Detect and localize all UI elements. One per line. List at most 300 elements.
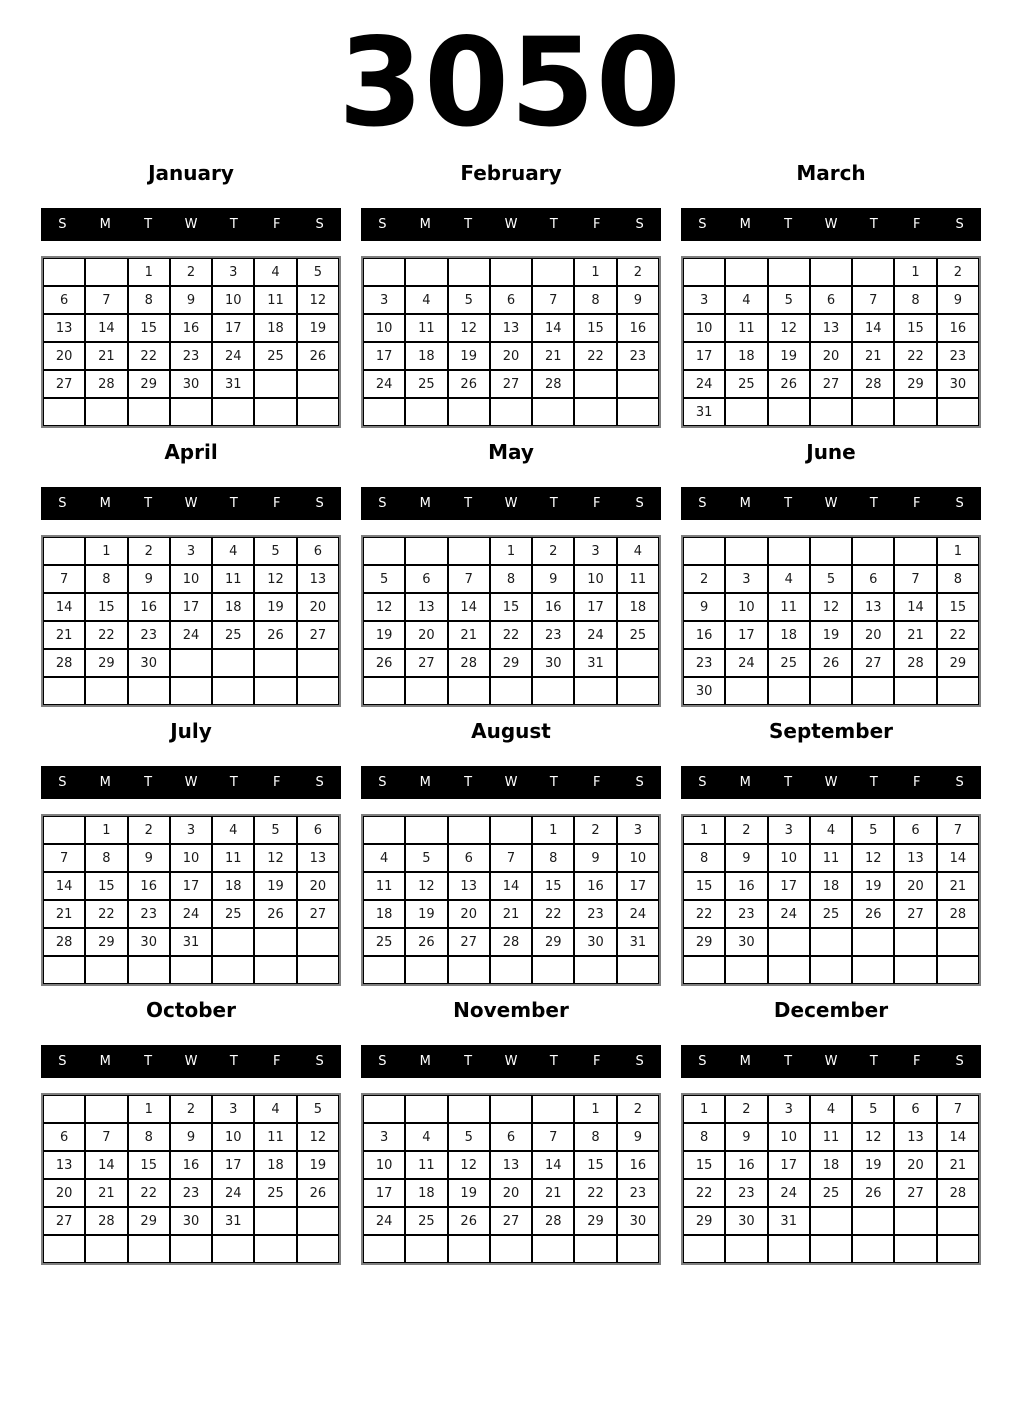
empty-day-cell xyxy=(43,537,85,565)
day-cell: 25 xyxy=(405,370,447,398)
day-cell: 29 xyxy=(490,649,532,677)
day-cell: 2 xyxy=(170,258,212,286)
day-cell: 11 xyxy=(768,593,810,621)
day-cell: 23 xyxy=(937,342,979,370)
weekday-label: T xyxy=(144,775,153,790)
day-cell: 26 xyxy=(297,342,339,370)
day-cell: 10 xyxy=(212,286,254,314)
day-cell: 22 xyxy=(894,342,936,370)
empty-day-cell xyxy=(297,1235,339,1263)
day-cell: 8 xyxy=(683,1123,725,1151)
day-cell: 14 xyxy=(43,872,85,900)
weekday-label: S xyxy=(378,775,387,790)
day-cell: 9 xyxy=(937,286,979,314)
day-cell: 10 xyxy=(212,1123,254,1151)
day-cell: 4 xyxy=(254,258,296,286)
empty-day-cell xyxy=(725,677,767,705)
weekday-label: T xyxy=(869,775,878,790)
weekday-label: W xyxy=(824,217,838,232)
empty-day-cell xyxy=(297,398,339,426)
day-cell: 29 xyxy=(128,1207,170,1235)
day-cell: 3 xyxy=(725,565,767,593)
empty-day-cell xyxy=(617,1235,659,1263)
empty-day-cell xyxy=(683,1235,725,1263)
empty-day-cell xyxy=(297,956,339,984)
day-cell: 25 xyxy=(725,370,767,398)
day-cell: 10 xyxy=(363,314,405,342)
empty-day-cell xyxy=(43,677,85,705)
weekday-label: W xyxy=(504,1054,518,1069)
day-cell: 9 xyxy=(725,844,767,872)
month-calendar xyxy=(41,431,341,707)
empty-day-cell xyxy=(297,649,339,677)
day-cell: 1 xyxy=(490,537,532,565)
day-cell: 21 xyxy=(85,1179,127,1207)
day-cell: 9 xyxy=(170,286,212,314)
day-cell: 11 xyxy=(405,1151,447,1179)
weekday-label: T xyxy=(229,775,238,790)
empty-day-cell xyxy=(894,677,936,705)
day-cell: 14 xyxy=(894,593,936,621)
day-cell: 16 xyxy=(170,1151,212,1179)
weekday-label: S xyxy=(58,217,67,232)
day-cell: 26 xyxy=(768,370,810,398)
empty-day-cell xyxy=(405,258,447,286)
day-cell: 18 xyxy=(810,1151,852,1179)
day-cell: 25 xyxy=(212,900,254,928)
day-cell: 19 xyxy=(810,621,852,649)
day-cell: 25 xyxy=(212,621,254,649)
day-cell: 13 xyxy=(894,1123,936,1151)
day-cell: 1 xyxy=(532,816,574,844)
empty-day-cell xyxy=(490,1235,532,1263)
day-cell: 19 xyxy=(297,314,339,342)
month-day-grid xyxy=(41,814,341,986)
day-cell: 18 xyxy=(363,900,405,928)
month-title: July xyxy=(170,719,212,743)
day-cell: 17 xyxy=(363,342,405,370)
month-calendar xyxy=(361,989,661,1265)
day-cell: 26 xyxy=(363,649,405,677)
month-title: August xyxy=(471,719,551,743)
day-cell: 8 xyxy=(574,286,616,314)
day-cell: 9 xyxy=(170,1123,212,1151)
day-cell: 12 xyxy=(254,565,296,593)
day-cell: 4 xyxy=(810,1095,852,1123)
empty-day-cell xyxy=(254,1207,296,1235)
day-cell: 15 xyxy=(574,314,616,342)
day-cell: 22 xyxy=(574,1179,616,1207)
day-cell: 3 xyxy=(363,1123,405,1151)
day-cell: 23 xyxy=(617,1179,659,1207)
day-cell: 13 xyxy=(43,314,85,342)
weekday-label: T xyxy=(549,496,558,511)
day-cell: 27 xyxy=(43,370,85,398)
empty-day-cell xyxy=(574,370,616,398)
day-cell: 16 xyxy=(617,1151,659,1179)
month-title: October xyxy=(146,998,236,1022)
day-cell: 26 xyxy=(852,900,894,928)
empty-day-cell xyxy=(405,816,447,844)
empty-day-cell xyxy=(532,258,574,286)
day-cell: 5 xyxy=(297,1095,339,1123)
weekday-label: T xyxy=(464,217,473,232)
day-cell: 23 xyxy=(725,900,767,928)
day-cell: 16 xyxy=(937,314,979,342)
day-cell: 18 xyxy=(725,342,767,370)
weekday-header-row xyxy=(41,766,341,799)
day-cell: 28 xyxy=(490,928,532,956)
empty-day-cell xyxy=(448,1095,490,1123)
day-cell: 10 xyxy=(617,844,659,872)
day-cell: 14 xyxy=(43,593,85,621)
day-cell: 1 xyxy=(683,1095,725,1123)
day-cell: 15 xyxy=(85,593,127,621)
weekday-label: M xyxy=(99,775,111,790)
day-cell: 21 xyxy=(894,621,936,649)
day-cell: 30 xyxy=(574,928,616,956)
day-cell: 5 xyxy=(810,565,852,593)
empty-day-cell xyxy=(297,677,339,705)
month-calendar xyxy=(681,152,981,428)
empty-day-cell xyxy=(937,956,979,984)
day-cell: 5 xyxy=(297,258,339,286)
weekday-label: T xyxy=(549,775,558,790)
day-cell: 11 xyxy=(725,314,767,342)
day-cell: 19 xyxy=(852,1151,894,1179)
weekday-label: S xyxy=(698,775,707,790)
day-cell: 6 xyxy=(297,816,339,844)
weekday-label: S xyxy=(378,217,387,232)
day-cell: 30 xyxy=(725,928,767,956)
empty-day-cell xyxy=(937,1235,979,1263)
weekday-label: S xyxy=(635,1054,644,1069)
empty-day-cell xyxy=(490,677,532,705)
day-cell: 29 xyxy=(85,649,127,677)
day-cell: 16 xyxy=(574,872,616,900)
weekday-label: S xyxy=(315,1054,324,1069)
weekday-label: T xyxy=(229,217,238,232)
day-cell: 11 xyxy=(810,844,852,872)
weekday-label: T xyxy=(869,496,878,511)
day-cell: 9 xyxy=(128,565,170,593)
day-cell: 10 xyxy=(768,844,810,872)
day-cell: 10 xyxy=(768,1123,810,1151)
day-cell: 22 xyxy=(532,900,574,928)
empty-day-cell xyxy=(448,956,490,984)
weekday-label: W xyxy=(184,496,198,511)
day-cell: 3 xyxy=(212,258,254,286)
day-cell: 14 xyxy=(448,593,490,621)
day-cell: 29 xyxy=(574,1207,616,1235)
day-cell: 25 xyxy=(363,928,405,956)
empty-day-cell xyxy=(768,677,810,705)
day-cell: 14 xyxy=(937,844,979,872)
day-cell: 30 xyxy=(937,370,979,398)
weekday-label: F xyxy=(912,496,921,511)
day-cell: 28 xyxy=(937,900,979,928)
day-cell: 1 xyxy=(574,258,616,286)
weekday-header-row xyxy=(361,487,661,520)
weekday-label: M xyxy=(739,775,751,790)
empty-day-cell xyxy=(683,258,725,286)
empty-day-cell xyxy=(852,928,894,956)
day-cell: 30 xyxy=(128,928,170,956)
day-cell: 27 xyxy=(810,370,852,398)
weekday-header-row xyxy=(681,766,981,799)
empty-day-cell xyxy=(725,956,767,984)
day-cell: 25 xyxy=(254,1179,296,1207)
day-cell: 8 xyxy=(490,565,532,593)
day-cell: 16 xyxy=(725,1151,767,1179)
empty-day-cell xyxy=(810,537,852,565)
day-cell: 29 xyxy=(894,370,936,398)
weekday-label: S xyxy=(378,1054,387,1069)
day-cell: 1 xyxy=(128,1095,170,1123)
empty-day-cell xyxy=(297,370,339,398)
day-cell: 7 xyxy=(532,286,574,314)
empty-day-cell xyxy=(490,816,532,844)
empty-day-cell xyxy=(254,398,296,426)
weekday-label: S xyxy=(58,1054,67,1069)
month-title: December xyxy=(773,998,889,1022)
day-cell: 26 xyxy=(254,621,296,649)
empty-day-cell xyxy=(405,537,447,565)
day-cell: 4 xyxy=(363,844,405,872)
day-cell: 17 xyxy=(170,593,212,621)
day-cell: 8 xyxy=(574,1123,616,1151)
day-cell: 16 xyxy=(532,593,574,621)
weekday-label: S xyxy=(955,217,964,232)
day-cell: 14 xyxy=(852,314,894,342)
day-cell: 30 xyxy=(532,649,574,677)
day-cell: 2 xyxy=(725,816,767,844)
weekday-label: T xyxy=(784,217,793,232)
weekday-label: M xyxy=(419,217,431,232)
day-cell: 22 xyxy=(937,621,979,649)
day-cell: 30 xyxy=(128,649,170,677)
day-cell: 19 xyxy=(768,342,810,370)
weekday-header-row xyxy=(361,766,661,799)
empty-day-cell xyxy=(894,537,936,565)
month-day-grid xyxy=(361,535,661,707)
weekday-label: T xyxy=(784,775,793,790)
day-cell: 20 xyxy=(894,872,936,900)
day-cell: 12 xyxy=(405,872,447,900)
empty-day-cell xyxy=(532,956,574,984)
day-cell: 5 xyxy=(852,816,894,844)
weekday-label: S xyxy=(378,496,387,511)
day-cell: 4 xyxy=(405,286,447,314)
day-cell: 11 xyxy=(212,844,254,872)
month-title: June xyxy=(806,440,856,464)
empty-day-cell xyxy=(532,398,574,426)
day-cell: 2 xyxy=(617,258,659,286)
empty-day-cell xyxy=(852,398,894,426)
day-cell: 22 xyxy=(574,342,616,370)
day-cell: 20 xyxy=(405,621,447,649)
weekday-label: F xyxy=(272,496,281,511)
day-cell: 10 xyxy=(170,565,212,593)
empty-day-cell xyxy=(85,956,127,984)
day-cell: 27 xyxy=(405,649,447,677)
weekday-label: M xyxy=(739,217,751,232)
weekday-label: M xyxy=(419,496,431,511)
day-cell: 2 xyxy=(617,1095,659,1123)
month-day-grid xyxy=(41,256,341,428)
empty-day-cell xyxy=(683,956,725,984)
empty-day-cell xyxy=(810,1235,852,1263)
day-cell: 18 xyxy=(810,872,852,900)
day-cell: 8 xyxy=(128,286,170,314)
empty-day-cell xyxy=(405,677,447,705)
day-cell: 7 xyxy=(490,844,532,872)
weekday-label: S xyxy=(315,217,324,232)
weekday-label: F xyxy=(272,775,281,790)
weekday-label: F xyxy=(592,496,601,511)
day-cell: 14 xyxy=(85,1151,127,1179)
day-cell: 31 xyxy=(574,649,616,677)
day-cell: 17 xyxy=(574,593,616,621)
day-cell: 13 xyxy=(405,593,447,621)
day-cell: 13 xyxy=(297,844,339,872)
day-cell: 30 xyxy=(617,1207,659,1235)
day-cell: 2 xyxy=(725,1095,767,1123)
weekday-label: S xyxy=(698,496,707,511)
empty-day-cell xyxy=(617,370,659,398)
day-cell: 10 xyxy=(170,844,212,872)
day-cell: 27 xyxy=(297,621,339,649)
day-cell: 6 xyxy=(405,565,447,593)
day-cell: 4 xyxy=(212,816,254,844)
empty-day-cell xyxy=(532,1095,574,1123)
day-cell: 1 xyxy=(937,537,979,565)
day-cell: 17 xyxy=(725,621,767,649)
weekday-label: M xyxy=(419,775,431,790)
empty-day-cell xyxy=(490,398,532,426)
day-cell: 3 xyxy=(768,1095,810,1123)
day-cell: 26 xyxy=(448,1207,490,1235)
day-cell: 31 xyxy=(683,398,725,426)
day-cell: 18 xyxy=(212,593,254,621)
weekday-label: F xyxy=(272,1054,281,1069)
empty-day-cell xyxy=(852,1207,894,1235)
day-cell: 16 xyxy=(683,621,725,649)
empty-day-cell xyxy=(725,1235,767,1263)
weekday-label: M xyxy=(99,496,111,511)
month-calendar xyxy=(361,710,661,986)
day-cell: 24 xyxy=(725,649,767,677)
day-cell: 12 xyxy=(448,314,490,342)
day-cell: 19 xyxy=(852,872,894,900)
weekday-label: T xyxy=(784,496,793,511)
day-cell: 21 xyxy=(532,342,574,370)
empty-day-cell xyxy=(363,1095,405,1123)
day-cell: 27 xyxy=(297,900,339,928)
day-cell: 21 xyxy=(852,342,894,370)
empty-day-cell xyxy=(85,677,127,705)
day-cell: 17 xyxy=(363,1179,405,1207)
empty-day-cell xyxy=(212,928,254,956)
weekday-label: T xyxy=(229,1054,238,1069)
empty-day-cell xyxy=(490,258,532,286)
day-cell: 3 xyxy=(683,286,725,314)
day-cell: 3 xyxy=(617,816,659,844)
weekday-label: W xyxy=(824,1054,838,1069)
day-cell: 11 xyxy=(405,314,447,342)
day-cell: 21 xyxy=(490,900,532,928)
empty-day-cell xyxy=(532,677,574,705)
day-cell: 1 xyxy=(85,816,127,844)
day-cell: 2 xyxy=(128,537,170,565)
weekday-header-row xyxy=(361,1045,661,1078)
day-cell: 22 xyxy=(683,1179,725,1207)
day-cell: 12 xyxy=(768,314,810,342)
empty-day-cell xyxy=(212,956,254,984)
weekday-label: T xyxy=(549,1054,558,1069)
day-cell: 14 xyxy=(490,872,532,900)
day-cell: 18 xyxy=(617,593,659,621)
day-cell: 13 xyxy=(894,844,936,872)
day-cell: 21 xyxy=(937,1151,979,1179)
day-cell: 7 xyxy=(937,816,979,844)
day-cell: 15 xyxy=(128,1151,170,1179)
day-cell: 30 xyxy=(683,677,725,705)
weekday-label: T xyxy=(464,496,473,511)
day-cell: 1 xyxy=(894,258,936,286)
weekday-label: T xyxy=(784,1054,793,1069)
day-cell: 28 xyxy=(532,1207,574,1235)
day-cell: 7 xyxy=(43,565,85,593)
day-cell: 12 xyxy=(297,286,339,314)
day-cell: 17 xyxy=(683,342,725,370)
weekday-label: W xyxy=(184,1054,198,1069)
day-cell: 7 xyxy=(894,565,936,593)
day-cell: 10 xyxy=(363,1151,405,1179)
day-cell: 15 xyxy=(532,872,574,900)
day-cell: 25 xyxy=(254,342,296,370)
day-cell: 26 xyxy=(254,900,296,928)
day-cell: 11 xyxy=(254,286,296,314)
weekday-header-row xyxy=(361,208,661,241)
day-cell: 16 xyxy=(170,314,212,342)
empty-day-cell xyxy=(254,956,296,984)
day-cell: 28 xyxy=(532,370,574,398)
day-cell: 26 xyxy=(448,370,490,398)
day-cell: 6 xyxy=(43,1123,85,1151)
day-cell: 23 xyxy=(683,649,725,677)
day-cell: 21 xyxy=(448,621,490,649)
month-day-grid xyxy=(41,1093,341,1265)
day-cell: 17 xyxy=(212,314,254,342)
day-cell: 17 xyxy=(170,872,212,900)
months-grid xyxy=(41,152,981,1265)
day-cell: 31 xyxy=(212,1207,254,1235)
day-cell: 2 xyxy=(937,258,979,286)
day-cell: 25 xyxy=(810,900,852,928)
empty-day-cell xyxy=(894,1235,936,1263)
weekday-label: F xyxy=(912,775,921,790)
empty-day-cell xyxy=(448,677,490,705)
month-title: January xyxy=(148,161,234,185)
month-calendar xyxy=(41,710,341,986)
empty-day-cell xyxy=(170,677,212,705)
day-cell: 8 xyxy=(85,565,127,593)
weekday-label: T xyxy=(869,217,878,232)
weekday-label: F xyxy=(272,217,281,232)
empty-day-cell xyxy=(170,956,212,984)
day-cell: 5 xyxy=(363,565,405,593)
